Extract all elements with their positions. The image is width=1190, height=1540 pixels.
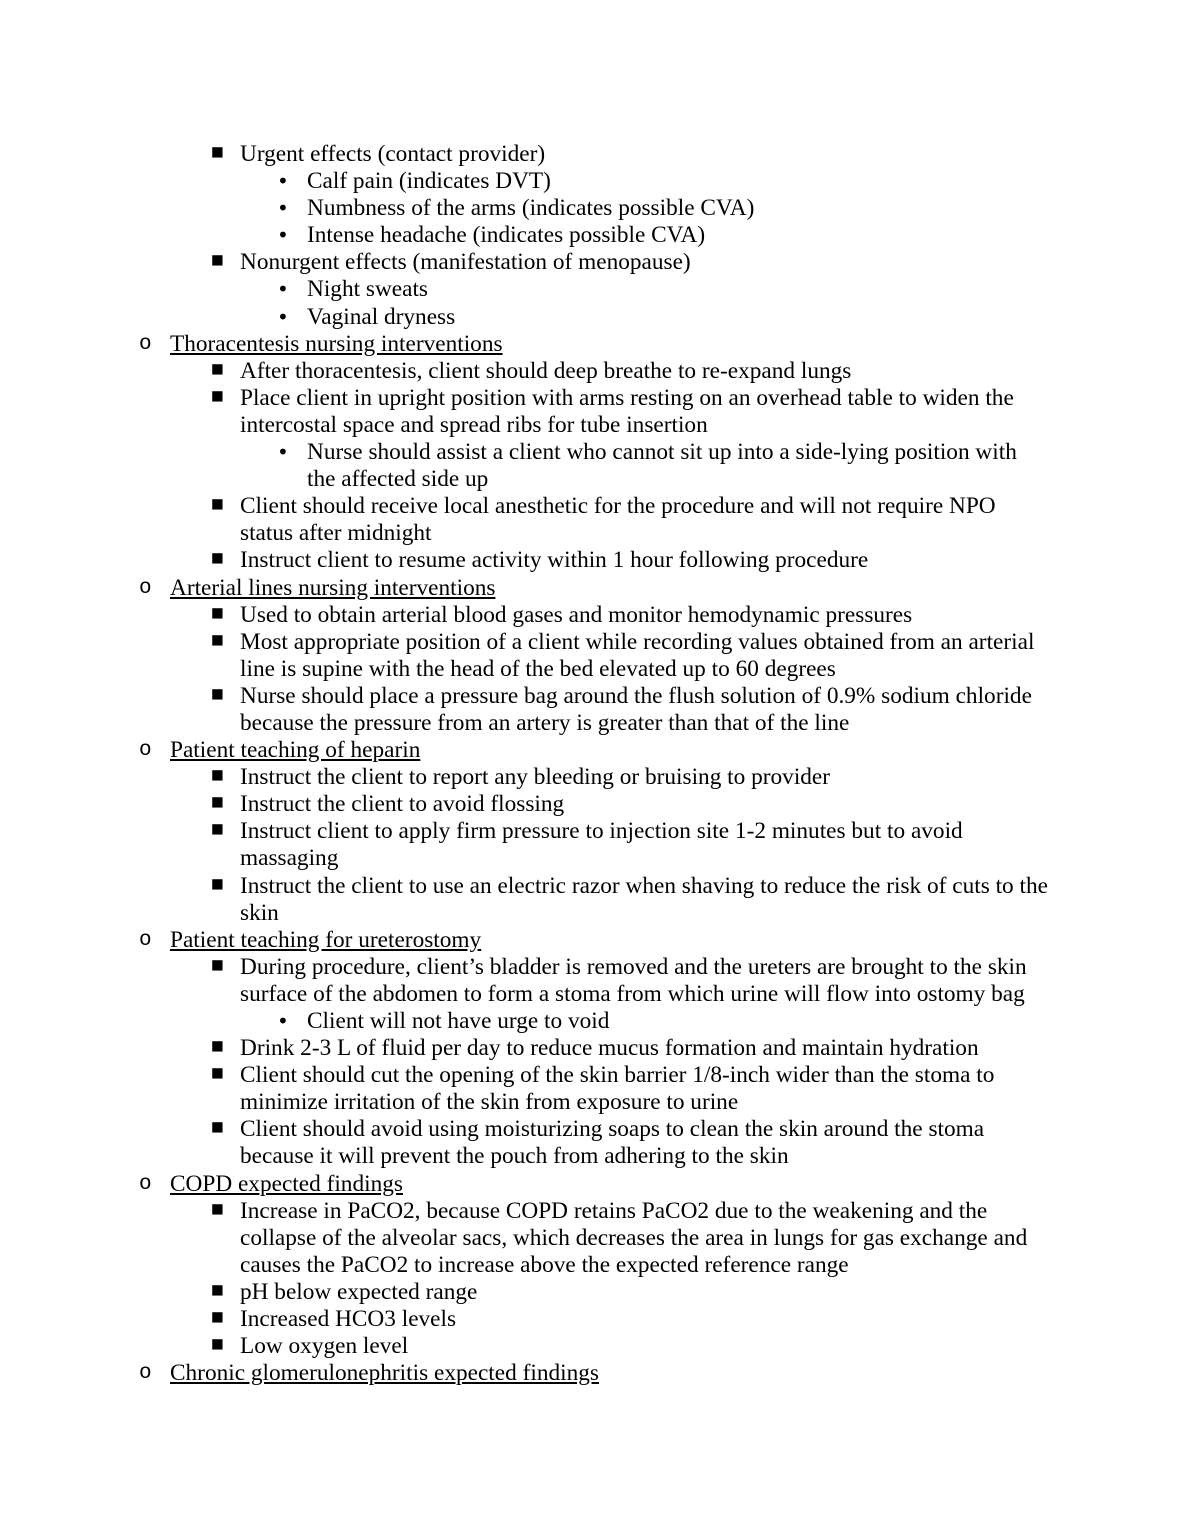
section-heading-text: Chronic glomerulonephritis expected findings — [170, 1360, 599, 1387]
square-bullet-icon: ■ — [211, 767, 224, 784]
square-bullet-icon: ■ — [211, 875, 224, 892]
square-bullet-icon: ■ — [211, 1119, 224, 1136]
circle-bullet-icon: o — [139, 332, 152, 356]
square-bullet-icon: ■ — [211, 794, 224, 811]
list-item-text: Nurse should assist a client who cannot sit up into a side-lying position with the affected side up — [307, 439, 1017, 493]
list-item — [0, 304, 1190, 331]
square-bullet-icon: ■ — [211, 144, 224, 160]
circle-bullet-icon: o — [139, 928, 152, 952]
list-heading-item — [0, 331, 1190, 358]
list-item — [0, 602, 1190, 629]
list-item-text: Low oxygen level — [240, 1333, 409, 1360]
list-heading-item — [0, 1360, 1190, 1387]
list-item-text: Night sweats — [307, 276, 429, 303]
square-bullet-icon: ■ — [211, 1281, 224, 1298]
list-item — [0, 249, 1190, 276]
square-bullet-icon: ■ — [211, 685, 224, 702]
section-heading-text: COPD expected findings — [170, 1170, 403, 1197]
square-bullet-icon: ■ — [211, 496, 224, 513]
list-item — [0, 764, 1190, 791]
dot-bullet-icon: • — [277, 1009, 289, 1033]
list-item-text: Instruct client to resume activity within 1 hour following procedure — [240, 547, 869, 574]
section-heading-text: Arterial lines nursing interventions — [170, 574, 496, 601]
list-item-text: Client should avoid using moisturizing soaps to clean the skin around the stoma because it will prevent the pouch from adhering to the skin — [240, 1116, 985, 1170]
dot-bullet-icon: • — [277, 277, 289, 302]
list-item-text: Client will not have urge to void — [307, 1008, 610, 1034]
list-heading-item — [0, 1171, 1190, 1198]
section-heading-text: Patient teaching of heparin — [170, 737, 421, 764]
list-item — [0, 276, 1190, 303]
list-item — [0, 954, 1190, 1008]
circle-bullet-icon: o — [139, 576, 152, 600]
square-bullet-icon: ■ — [211, 252, 224, 269]
square-bullet-icon: ■ — [211, 1336, 224, 1353]
list-item-text: Most appropriate position of a client while recording values obtained from an arterial line is supine with the head of the bed elevated up to 60 degrees — [240, 628, 1035, 682]
list-item — [0, 1008, 1190, 1035]
square-bullet-icon: ■ — [211, 387, 224, 404]
circle-bullet-icon: o — [139, 1362, 152, 1386]
list-item-text: Numbness of the arms (indicates possible CVA) — [307, 195, 755, 222]
list-item — [0, 547, 1190, 574]
dot-bullet-icon: • — [277, 223, 289, 248]
list-item — [0, 168, 1190, 195]
list-item-text: Instruct the client to report any bleeding or bruising to provider — [240, 764, 831, 791]
list-item — [0, 385, 1190, 439]
dot-bullet-icon: • — [277, 169, 289, 194]
list-item-text: Nonurgent effects (manifestation of menopause) — [240, 249, 691, 276]
list-item — [0, 1198, 1190, 1279]
list-item-text: During procedure, client’s bladder is removed and the ureters are brought to the skin surface of the abdomen to form a stoma from which urine will flow into ostomy bag — [240, 953, 1027, 1007]
list-item-text: Instruct client to apply firm pressure to injection site 1-2 minutes but to avoid massaging — [240, 818, 963, 872]
list-item-text: Instruct the client to use an electric razor when shaving to reduce the risk of cuts to the skin — [240, 872, 1048, 926]
square-bullet-icon: ■ — [211, 360, 224, 377]
list-item — [0, 493, 1190, 547]
list-item — [0, 222, 1190, 249]
list-item — [0, 1333, 1190, 1360]
list-item-text: Increase in PaCO2, because COPD retains PaCO2 due to the weakening and the collapse of the alveolar sacs, which decreases the area in lungs for gas exchange and causes the PaCO2 to increase above the expected reference range — [240, 1197, 1028, 1278]
list-item — [0, 1062, 1190, 1116]
list-item — [0, 818, 1190, 872]
square-bullet-icon: ■ — [211, 604, 224, 621]
list-item-text: Nurse should place a pressure bag around the flush solution of 0.9% sodium chloride because the pressure from an artery is greater than that of the line — [240, 682, 1032, 736]
list-item-text: Vaginal dryness — [307, 303, 456, 330]
list-item-text: Client should cut the opening of the skin barrier 1/8-inch wider than the stoma to minimize irritation of the skin from exposure to urine — [240, 1062, 995, 1116]
section-heading-text: Thoracentesis nursing interventions — [170, 330, 503, 357]
list-item — [0, 791, 1190, 818]
square-bullet-icon: ■ — [211, 631, 224, 648]
dot-bullet-icon: • — [277, 440, 289, 465]
document-content — [0, 141, 1190, 1387]
list-item-text: pH below expected range — [240, 1278, 478, 1305]
list-item — [0, 1279, 1190, 1306]
list-item-text: Urgent effects (contact provider) — [240, 141, 546, 167]
list-item — [0, 1306, 1190, 1333]
list-item — [0, 873, 1190, 927]
list-heading-item — [0, 575, 1190, 602]
list-item-text: Calf pain (indicates DVT) — [307, 168, 551, 195]
list-item-text: Client should receive local anesthetic for the procedure and will not require NPO status after midnight — [240, 493, 996, 547]
list-item-text: Used to obtain arterial blood gases and monitor hemodynamic pressures — [240, 601, 913, 628]
list-item — [0, 141, 1190, 168]
square-bullet-icon: ■ — [211, 956, 224, 973]
square-bullet-icon: ■ — [211, 1200, 224, 1217]
list-item-text: Increased HCO3 levels — [240, 1306, 457, 1333]
square-bullet-icon: ■ — [211, 821, 224, 838]
list-item — [0, 683, 1190, 737]
square-bullet-icon: ■ — [211, 1038, 224, 1055]
list-item-text: Intense headache (indicates possible CVA) — [307, 222, 706, 249]
list-heading-item — [0, 927, 1190, 954]
section-heading-text: Patient teaching for ureterostomy — [170, 926, 482, 953]
list-item — [0, 358, 1190, 385]
list-item — [0, 439, 1190, 493]
list-item-text: After thoracentesis, client should deep breathe to re-expand lungs — [240, 357, 852, 384]
dot-bullet-icon: • — [277, 196, 289, 221]
list-item — [0, 1116, 1190, 1170]
list-heading-item — [0, 737, 1190, 764]
list-item-text: Drink 2-3 L of fluid per day to reduce mucus formation and maintain hydration — [240, 1035, 979, 1062]
list-item — [0, 1035, 1190, 1062]
circle-bullet-icon: o — [139, 1172, 152, 1196]
square-bullet-icon: ■ — [211, 1309, 224, 1326]
square-bullet-icon: ■ — [211, 550, 224, 567]
list-item-text: Place client in upright position with arms resting on an overhead table to widen the intercostal space and spread ribs for tube insertion — [240, 384, 1014, 438]
list-item — [0, 195, 1190, 222]
list-item-text: Instruct the client to avoid flossing — [240, 791, 565, 818]
circle-bullet-icon: o — [139, 739, 152, 763]
dot-bullet-icon: • — [277, 304, 289, 329]
square-bullet-icon: ■ — [211, 1065, 224, 1082]
list-item — [0, 629, 1190, 683]
